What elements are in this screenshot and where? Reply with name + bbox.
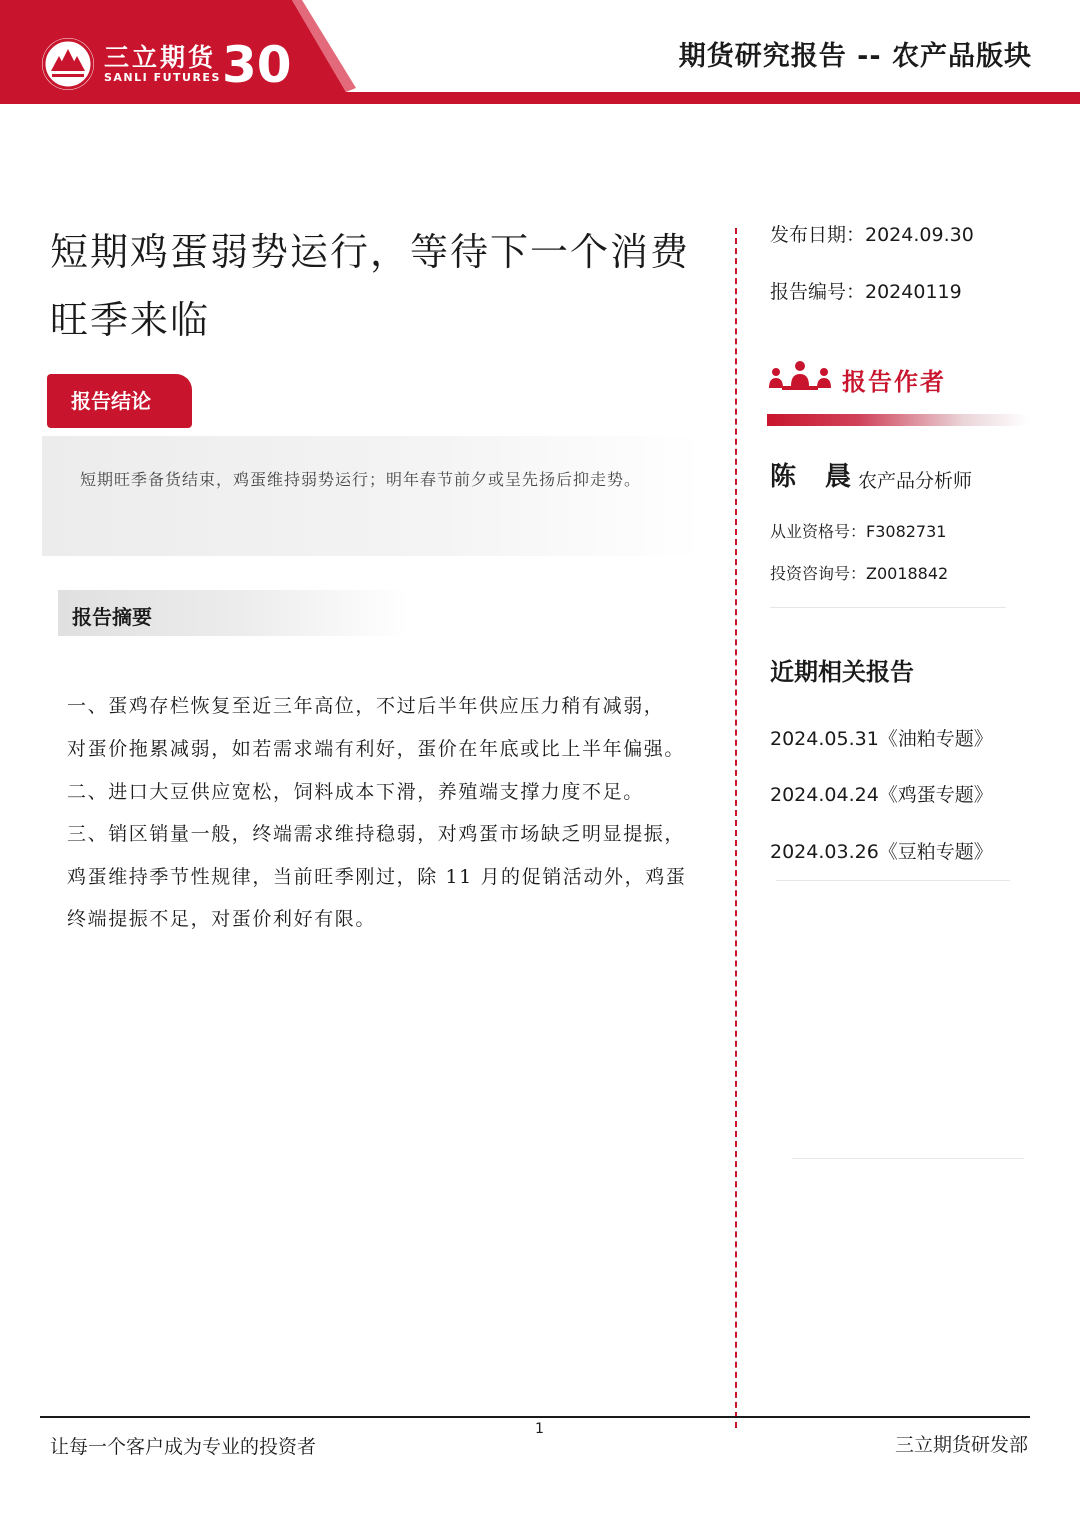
abstract-label: 报告摘要: [72, 605, 152, 629]
people-icon: [768, 358, 832, 392]
consulting-number: 投资咨询号：Z0018842: [770, 564, 949, 583]
recent-separator: [776, 880, 1010, 881]
abstract-line: 三、销区销量一般，终端需求维持稳弱，对鸡蛋市场缺乏明显提振，: [67, 823, 686, 845]
anniversary-30-logo: [222, 34, 292, 94]
recent-report-link[interactable]: 2024.05.31《油粕专题》: [770, 728, 993, 750]
author-section-label: 报告作者: [842, 368, 946, 396]
brand-name-cn: 三立期货: [104, 43, 217, 72]
report-series-title: 期货研究报告 -- 农产品版块: [678, 41, 1032, 72]
author-separator: [770, 607, 1006, 608]
abstract-line: 一、蛋鸡存栏恢复至近三年高位，不过后半年供应压力稍有减弱，: [67, 695, 665, 717]
author-role: 农产品分析师: [858, 470, 973, 492]
page-number: 1: [535, 1421, 544, 1437]
footer-rule: [40, 1416, 1030, 1418]
brand-name-en: SANLI FUTURES: [104, 71, 221, 84]
abstract-line: 二、进口大豆供应宽松，饲料成本下滑，养殖端支撑力度不足。: [67, 781, 644, 803]
bottom-separator: [792, 1158, 1024, 1159]
conclusion-text: 短期旺季备货结束，鸡蛋维持弱势运行；明年春节前夕或呈先扬后抑走势。: [80, 470, 642, 489]
recent-report-link[interactable]: 2024.03.26《豆粕专题》: [770, 841, 993, 863]
report-number: 报告编号：20240119: [770, 281, 962, 303]
author-divider-bar: [767, 414, 1029, 426]
recent-reports-label: 近期相关报告: [770, 658, 914, 686]
column-divider: [735, 228, 737, 1428]
anniversary-number: 30: [222, 36, 292, 94]
footer-department: 三立期货研发部: [894, 1434, 1028, 1456]
company-logo-icon: [42, 38, 94, 90]
author-name: 陈 晨: [770, 462, 862, 492]
conclusion-label: 报告结论: [47, 374, 192, 428]
abstract-line: 终端提振不足，对蛋价利好有限。: [67, 908, 377, 930]
abstract-line: 鸡蛋维持季节性规律，当前旺季刚过，除 11 月的促销活动外，鸡蛋: [67, 866, 687, 888]
recent-report-link[interactable]: 2024.04.24《鸡蛋专题》: [770, 784, 993, 806]
abstract-line: 对蛋价拖累减弱，如若需求端有利好，蛋价在年底或比上半年偏强。: [67, 738, 686, 760]
report-title: 短期鸡蛋弱势运行，等待下一个消费旺季来临: [50, 230, 691, 342]
publish-date: 发布日期：2024.09.30: [770, 224, 974, 246]
qualification-number: 从业资格号：F3082731: [770, 522, 947, 541]
footer-slogan: 让每一个客户成为专业的投资者: [50, 1436, 317, 1458]
